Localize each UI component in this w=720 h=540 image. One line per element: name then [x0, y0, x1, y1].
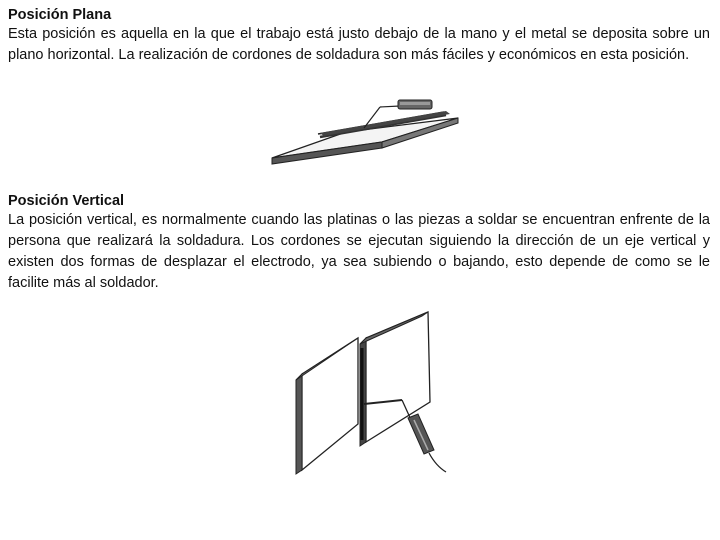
vertical-welding-illustration — [280, 300, 460, 480]
section-heading: Posición Vertical — [8, 193, 125, 209]
section-vertical-position — [8, 192, 710, 294]
section-heading: Posición Plana — [8, 7, 112, 23]
flat-welding-illustration — [268, 90, 460, 178]
section-body: Esta posición es aquella en la que el trabajo está justo debajo de la mano y el metal se deposita sobre un plano horizontal. La realización de cordones de soldadura son más fáciles y económicos en esta posición. — [8, 26, 710, 63]
section-flat-position — [8, 6, 710, 66]
section-body: La posición vertical, es normalmente cuando las platinas o las piezas a soldar se encuentran enfrente de la persona que realizará la soldadura. Los cordones se ejecutan siguiendo la dirección de un eje vertical y existen dos formas de desplazar el electrodo, ya sea subiendo o bajando, esto depende de como se le facilite más al soldador. — [8, 212, 710, 291]
